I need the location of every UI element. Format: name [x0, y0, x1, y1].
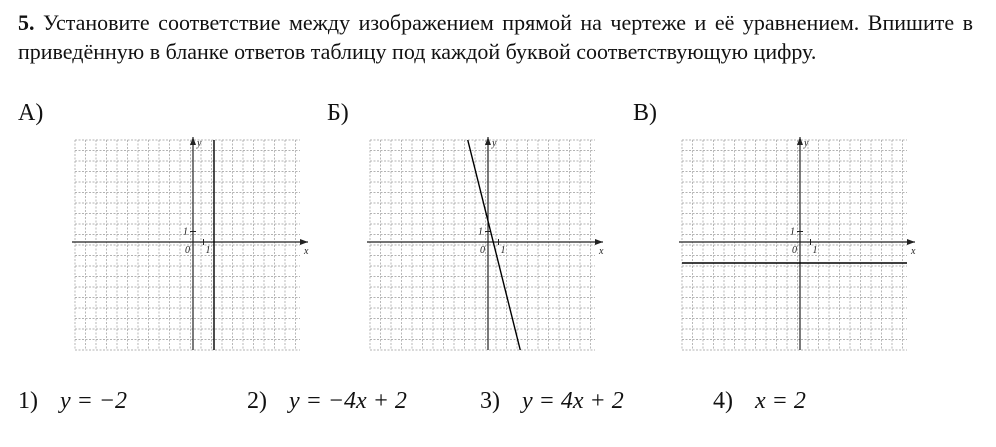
origin-label: 0: [185, 245, 190, 256]
task-text: [18, 8, 973, 66]
graph-c-label: В): [633, 100, 657, 126]
x-unit-label: 1: [812, 245, 818, 256]
y-unit-label: 1: [478, 226, 483, 238]
answer-3-equation: y = 4x + 2: [522, 388, 624, 414]
answer-2-number: 2): [247, 388, 267, 414]
x-unit-label: 1: [205, 245, 211, 256]
y-axis-label: y: [197, 138, 202, 149]
x-axis-label: x: [911, 246, 916, 257]
answer-4-number: 4): [713, 388, 733, 414]
x-axis-label: x: [304, 246, 309, 257]
y-unit-label: 1: [183, 226, 188, 238]
y-axis-arrow: [797, 137, 803, 145]
answer-2: [247, 388, 407, 415]
graph-a: [70, 135, 310, 355]
answer-1: [18, 388, 127, 415]
origin-label: 0: [792, 245, 797, 256]
y-axis-label: y: [804, 138, 809, 149]
graph-c: [677, 135, 917, 355]
x-axis-label: x: [599, 246, 604, 257]
y-axis-arrow: [190, 137, 196, 145]
x-axis-arrow: [907, 239, 915, 245]
x-axis-arrow: [595, 239, 603, 245]
answer-3-number: 3): [480, 388, 500, 414]
y-axis-arrow: [485, 137, 491, 145]
y-axis-label: y: [492, 138, 497, 149]
graph-b: [365, 135, 605, 355]
answer-4-equation: x = 2: [755, 388, 806, 414]
y-unit-label: 1: [790, 226, 795, 238]
x-axis-arrow: [300, 239, 308, 245]
task-number: 5.: [18, 10, 35, 35]
answer-4: [713, 388, 806, 415]
answer-3: [480, 388, 624, 415]
answer-1-equation: y = −2: [60, 388, 128, 414]
origin-label: 0: [480, 245, 485, 256]
graph-a-label: А): [18, 100, 44, 126]
x-unit-label: 1: [500, 245, 506, 256]
graph-b-label: Б): [327, 100, 349, 126]
answer-1-number: 1): [18, 388, 38, 414]
task-statement: Установите соответствие между изображением прямой на чертеже и её уравнением. Впишите в приведённую в бланке ответов таблицу под каждой буквой соответствующую цифру.: [18, 10, 974, 64]
answer-2-equation: y = −4x + 2: [289, 388, 407, 414]
